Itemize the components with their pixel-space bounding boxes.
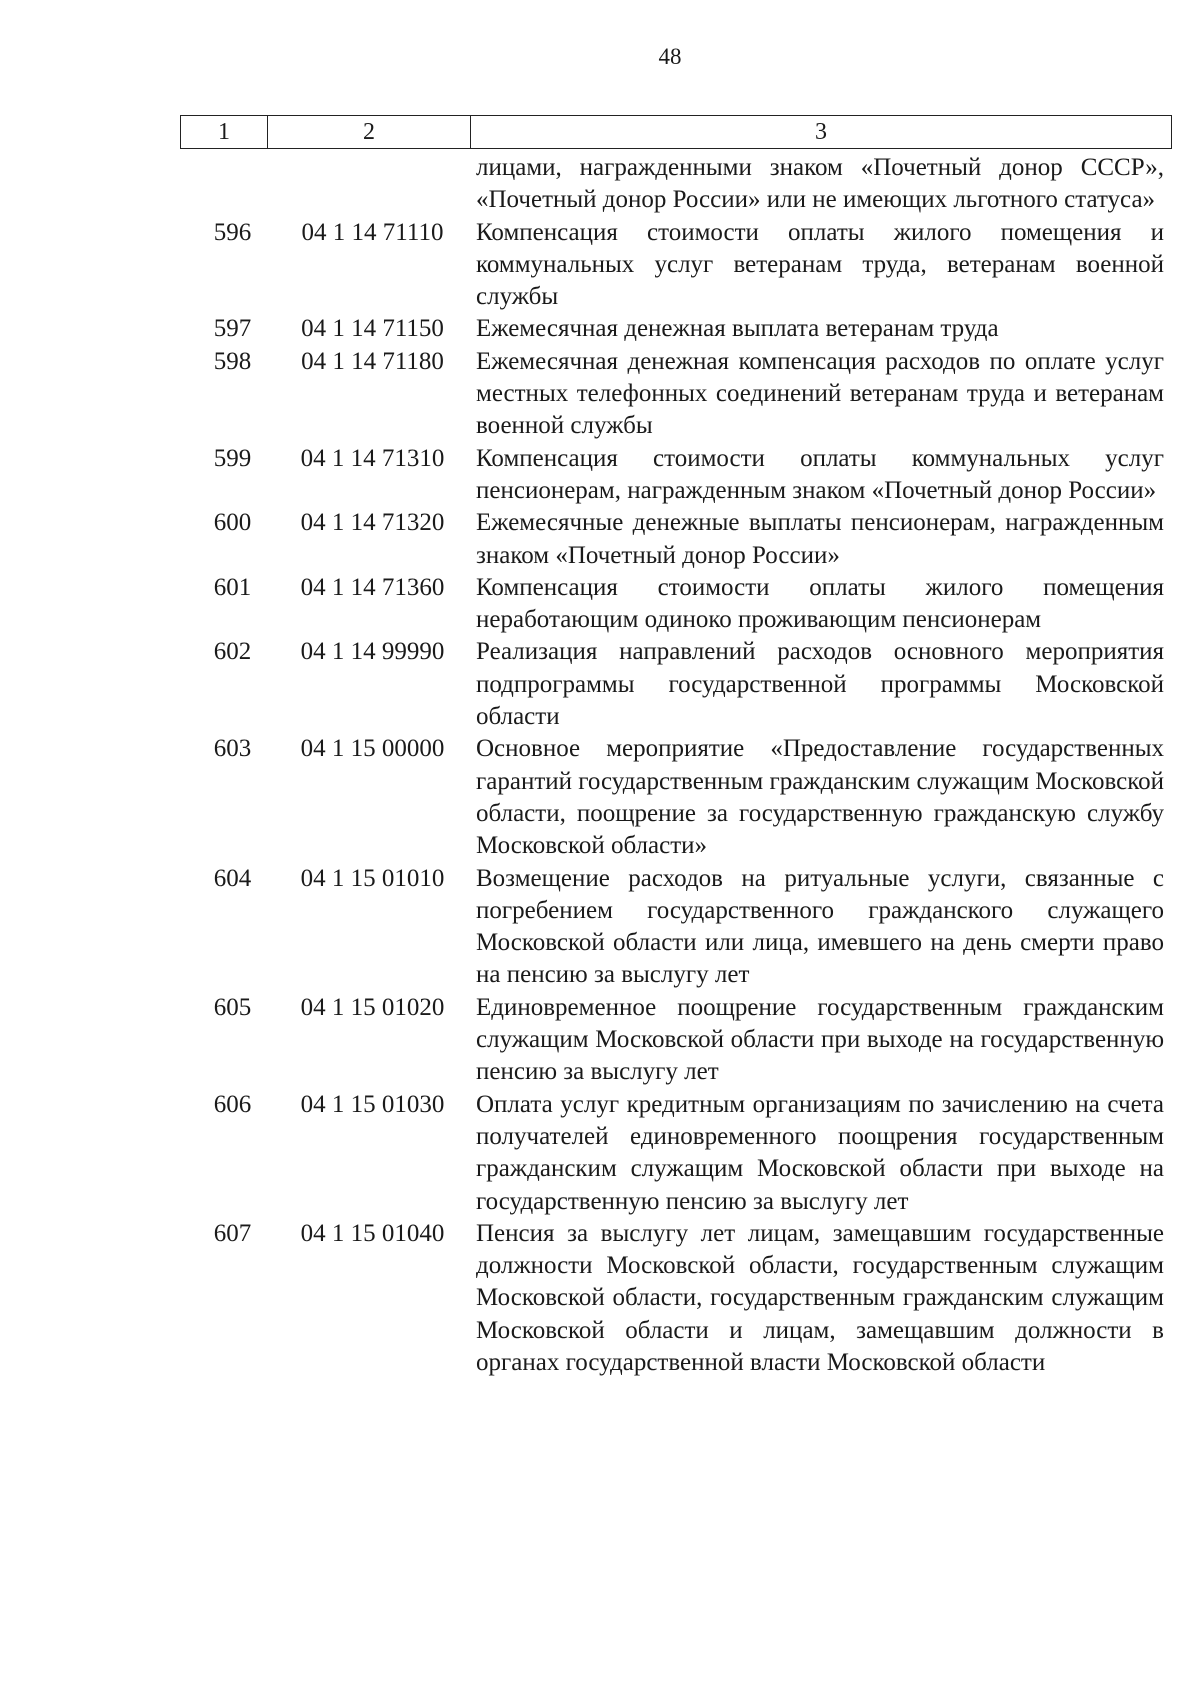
table-row	[180, 313, 1172, 345]
row-description: Ежемесячные денежные выплаты пенсионерам, награжденным знаком «Почетный донор России»	[476, 509, 1164, 569]
column-header-1: 1	[181, 116, 268, 148]
budget-table-body	[180, 152, 1172, 1379]
table-row	[180, 217, 1172, 314]
table-row	[180, 1089, 1172, 1218]
page-number: 48	[658, 44, 682, 69]
row-number: 597	[213, 315, 252, 343]
table-row	[180, 346, 1172, 443]
row-number: 606	[213, 1090, 252, 1118]
row-description: Единовременное поощрение государственным гражданским служащим Московской области при выходе на государственную пенсию за выслугу лет	[476, 993, 1164, 1086]
row-description: Основное мероприятие «Предоставление государственных гарантий государственным гражданским служащим Московской области, поощрение за государственную гражданскую службу Московской области»	[476, 735, 1164, 860]
row-description: Оплата услуг кредитным организациям по зачислению на счета получателей единовременного поощрения государственным гражданским служащим Московской области при выходе на государственную пенсию за выслугу лет	[476, 1090, 1164, 1215]
row-code: 04 1 15 01030	[300, 1090, 445, 1118]
row-number	[180, 152, 267, 217]
row-number: 598	[213, 347, 252, 375]
row-code: 04 1 14 71180	[301, 347, 444, 375]
row-number: 602	[213, 638, 252, 666]
table-row	[180, 1218, 1172, 1379]
table-row	[180, 992, 1172, 1089]
row-code: 04 1 15 01010	[300, 864, 445, 892]
row-description: Возмещение расходов на ритуальные услуги, связанные с погребением государственного гражданского служащего Московской области или лица, имевшего на день смерти право на пенсию за выслугу лет	[476, 864, 1164, 989]
row-description: Компенсация стоимости оплаты коммунальных услуг пенсионерам, награжденным знаком «Почетный донор России»	[476, 444, 1164, 504]
row-code: 04 1 14 71150	[301, 315, 444, 343]
row-number: 604	[213, 864, 252, 892]
row-description: Компенсация стоимости оплаты жилого помещения неработающим одиноко проживающим пенсионерам	[476, 573, 1164, 634]
row-code: 04 1 14 71320	[300, 509, 445, 537]
table-row	[180, 507, 1172, 572]
row-number: 603	[213, 735, 252, 763]
row-description: Ежемесячная денежная выплата ветеранам труда	[476, 315, 999, 343]
row-number: 599	[213, 444, 252, 472]
table-row	[180, 152, 1172, 217]
row-code: 04 1 14 71310	[300, 444, 445, 472]
table-row	[180, 636, 1172, 733]
column-header-3: 3	[815, 118, 827, 145]
row-code: 04 1 15 01040	[300, 1219, 445, 1247]
row-code: 04 1 14 99990	[300, 638, 445, 666]
row-description: Реализация направлений расходов основного мероприятия подпрограммы государственной программы Московской области	[476, 638, 1164, 731]
table-header-row	[180, 115, 1172, 149]
row-number: 607	[213, 1219, 252, 1247]
row-description: Ежемесячная денежная компенсация расходов по оплате услуг местных телефонных соединений ветеранам труда и ветеранам военной службы	[476, 347, 1164, 440]
table-row	[180, 572, 1172, 637]
row-description: Компенсация стоимости оплаты жилого помещения и коммунальных услуг ветеранам труда, ветеранам военной службы	[476, 218, 1164, 311]
row-number: 596	[213, 218, 252, 246]
table-row	[180, 733, 1172, 862]
table-row	[180, 443, 1172, 508]
row-number: 605	[213, 993, 252, 1021]
row-number: 601	[213, 573, 252, 601]
row-code: 04 1 14 71110	[301, 218, 444, 246]
row-number: 600	[213, 509, 252, 537]
row-description: Пенсия за выслугу лет лицам, замещавшим государственные должности Московской области, государственным служащим Московской области, государственным гражданским служащим Московской области и лицам, замещавшим должности в органах государственной власти Московской области	[476, 1219, 1164, 1376]
row-description: лицами, награжденными знаком «Почетный донор СССР», «Почетный донор России» или не имеющих льготного статуса»	[476, 154, 1164, 214]
row-code: 04 1 15 01020	[300, 993, 445, 1021]
row-code: 04 1 14 71360	[300, 573, 445, 601]
column-header-2: 2	[268, 116, 471, 148]
row-code: 04 1 15 00000	[300, 735, 445, 763]
table-row	[180, 863, 1172, 992]
row-code	[267, 152, 470, 217]
